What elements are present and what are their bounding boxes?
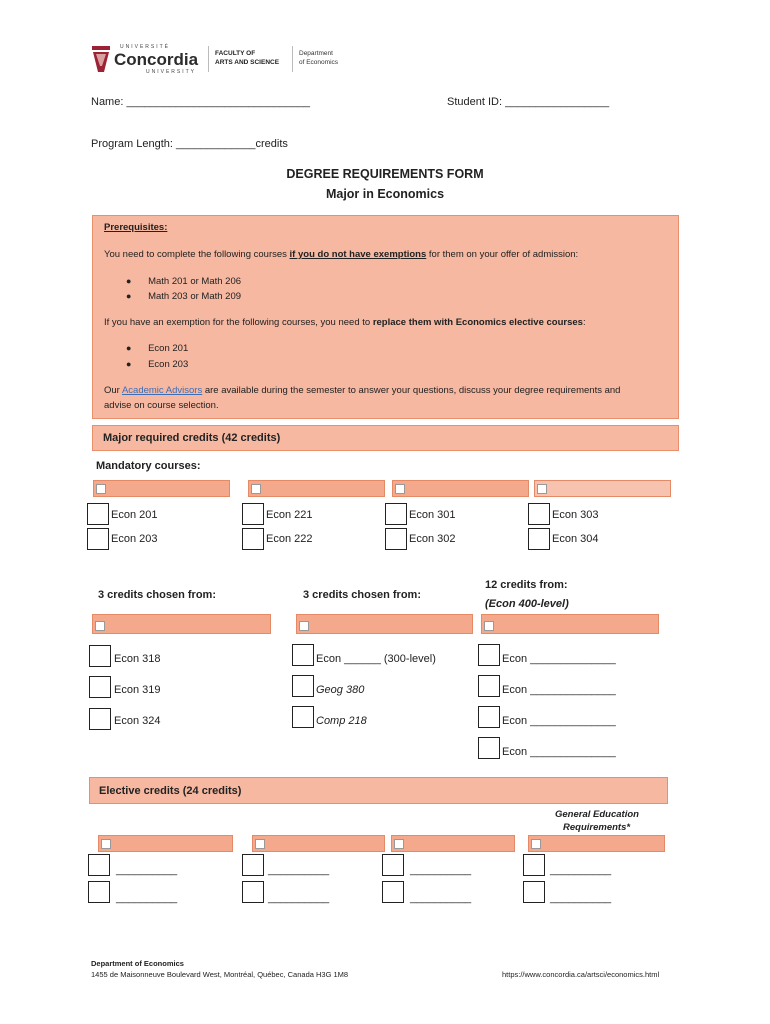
course-econ-203: Econ 203 [111,533,158,545]
course-econ-301: Econ 301 [409,509,456,521]
checkbox-econ-201[interactable] [87,503,109,525]
advisor-text [104,385,620,396]
exemption-text-end: : [582,317,586,328]
checkbox-econ-222[interactable] [242,528,264,550]
exemption-text [104,317,586,328]
exemption-text-start: If you have an exemption for the following courses, you need to [104,317,373,328]
elective-checkbox[interactable] [88,881,110,903]
checkbox-econ-203[interactable] [87,528,109,550]
elective-blank[interactable]: __________ [116,892,178,904]
choice-header-2 [296,614,473,634]
advisor-text-line-2: advise on course selection. [104,400,219,411]
bullet-icon: ● [126,359,132,369]
header-checkbox[interactable] [255,839,265,849]
econ-course: Econ 203 [148,359,189,370]
econ-item-2 [126,359,188,370]
elective-checkbox[interactable] [523,854,545,876]
course-econ-400-4[interactable]: Econ ______________ [502,746,616,758]
bullet-icon: ● [126,291,132,301]
header-checkbox[interactable] [251,484,261,494]
choice-heading-3-sub: (Econ 400-level) [485,598,569,610]
elective-header-3 [391,835,515,852]
course-econ-302: Econ 302 [409,533,456,545]
course-econ-324: Econ 324 [114,715,161,727]
math-item-2 [126,291,241,302]
header-checkbox[interactable] [95,621,105,631]
checkbox-econ-400-2[interactable] [478,675,500,697]
bullet-icon: ● [126,343,132,353]
course-econ-400-2[interactable]: Econ ______________ [502,684,616,696]
department-line-1: Department [299,50,333,57]
course-econ-304: Econ 304 [552,533,599,545]
elective-blank[interactable]: __________ [550,864,612,876]
faculty-line-2: ARTS AND SCIENCE [215,59,280,66]
intro-text-end: for them on your offer of admission: [426,249,579,260]
econ-item-1 [126,343,188,354]
header-checkbox[interactable] [395,484,405,494]
checkbox-econ-318[interactable] [89,645,111,667]
course-econ-400-3[interactable]: Econ ______________ [502,715,616,727]
faculty-name [215,49,279,67]
header-checkbox[interactable] [531,839,541,849]
header-checkbox[interactable] [394,839,404,849]
elective-blank[interactable]: __________ [268,892,330,904]
choice-header-1 [92,614,271,634]
logo-divider-2 [292,46,293,72]
choice-heading-1: 3 credits chosen from: [98,589,216,601]
elective-blank[interactable]: __________ [410,864,472,876]
logo-divider [208,46,209,72]
checkbox-econ-301[interactable] [385,503,407,525]
course-comp-218: Comp 218 [316,715,367,727]
intro-emphasis: if you do not have exemptions [289,249,427,260]
concordia-logo [88,44,208,76]
logo-university-bottom: UNIVERSITY [146,69,197,75]
checkbox-econ-302[interactable] [385,528,407,550]
mandatory-header-4 [534,480,671,497]
department-line-2: of Economics [299,59,339,66]
elective-checkbox[interactable] [523,881,545,903]
header-checkbox[interactable] [101,839,111,849]
form-title: DEGREE REQUIREMENTS FORM [286,167,484,181]
header-checkbox[interactable] [484,621,494,631]
footer-url[interactable]: https://www.concordia.ca/artsci/economics.html [502,970,660,979]
elective-header-2 [252,835,385,852]
course-econ-222: Econ 222 [266,533,313,545]
choice-header-3 [481,614,659,634]
mandatory-header-2 [248,480,385,497]
gen-ed-label-2: Requirements* [563,822,631,833]
elective-checkbox[interactable] [242,854,264,876]
math-course: Math 203 or Math 209 [148,291,242,302]
choice-heading-3: 12 credits from: [485,579,568,591]
major-band-title: Major required credits (42 credits) [103,432,281,444]
course-econ-221: Econ 221 [266,509,313,521]
advisor-text-start: Our [104,385,122,396]
bullet-icon: ● [126,276,132,286]
intro-text: You need to complete the following courses [104,249,290,260]
footer-address: 1455 de Maisonneuve Boulevard West, Montréal, Québec, Canada H3G 1M8 [91,970,349,979]
form-subtitle: Major in Economics [325,187,445,201]
department-name [299,49,338,67]
header-checkbox[interactable] [537,484,547,494]
mandatory-header-1 [93,480,230,497]
checkbox-econ-300-level[interactable] [292,644,314,666]
checkbox-geog-380[interactable] [292,675,314,697]
mandatory-label: Mandatory courses: [96,460,201,472]
elective-blank[interactable]: __________ [410,892,472,904]
course-econ-303: Econ 303 [552,509,599,521]
course-geog-380: Geog 380 [316,684,365,696]
logo-university-top: UNIVERSITÉ [120,44,171,50]
academic-advisors-link[interactable]: Academic Advisors [121,385,203,396]
student-id-field[interactable]: Student ID: _________________ [447,96,610,108]
advisor-text-end: are available during the semester to answer your questions, discuss your degree requirements and [202,385,621,396]
name-field[interactable]: Name: ______________________________ [91,96,310,108]
choice-heading-2: 3 credits chosen from: [303,589,421,601]
elective-checkbox[interactable] [88,854,110,876]
elective-blank[interactable]: __________ [550,892,612,904]
checkbox-econ-400-4[interactable] [478,737,500,759]
checkbox-econ-324[interactable] [89,708,111,730]
checkbox-econ-400-3[interactable] [478,706,500,728]
math-item-1 [126,276,241,287]
logo-university-name: Concordia [114,50,199,69]
elective-header-1 [98,835,233,852]
course-econ-318: Econ 318 [114,653,161,665]
math-course: Math 201 or Math 206 [148,276,242,287]
prerequisites-heading: Prerequisites: [104,222,168,233]
concordia-crest-icon [90,44,112,74]
elective-checkbox[interactable] [382,881,404,903]
course-econ-201: Econ 201 [111,509,158,521]
course-econ-319: Econ 319 [114,684,161,696]
elective-checkbox[interactable] [382,854,404,876]
checkbox-comp-218[interactable] [292,706,314,728]
program-length-field[interactable]: Program Length: _____________credits [91,138,288,150]
header-checkbox[interactable] [299,621,309,631]
faculty-line-1: FACULTY OF [215,50,256,57]
checkbox-econ-303[interactable] [528,503,550,525]
econ-course: Econ 201 [148,343,189,354]
footer-department: Department of Economics [91,959,184,968]
checkbox-econ-304[interactable] [528,528,550,550]
checkbox-econ-400-1[interactable] [478,644,500,666]
checkbox-econ-319[interactable] [89,676,111,698]
course-econ-400-1[interactable]: Econ ______________ [502,653,616,665]
elective-blank[interactable]: __________ [116,864,178,876]
checkbox-econ-221[interactable] [242,503,264,525]
gen-ed-label-1: General Education [555,809,639,820]
elective-blank[interactable]: __________ [268,864,330,876]
header-checkbox[interactable] [96,484,106,494]
elective-band-title: Elective credits (24 credits) [99,785,242,797]
prerequisites-intro [104,249,578,260]
course-econ-300-level[interactable]: Econ ______ (300-level) [316,653,436,665]
exemption-emphasis: replace them with Economics elective courses [372,317,583,328]
elective-checkbox[interactable] [242,881,264,903]
mandatory-header-3 [392,480,529,497]
elective-header-4 [528,835,665,852]
